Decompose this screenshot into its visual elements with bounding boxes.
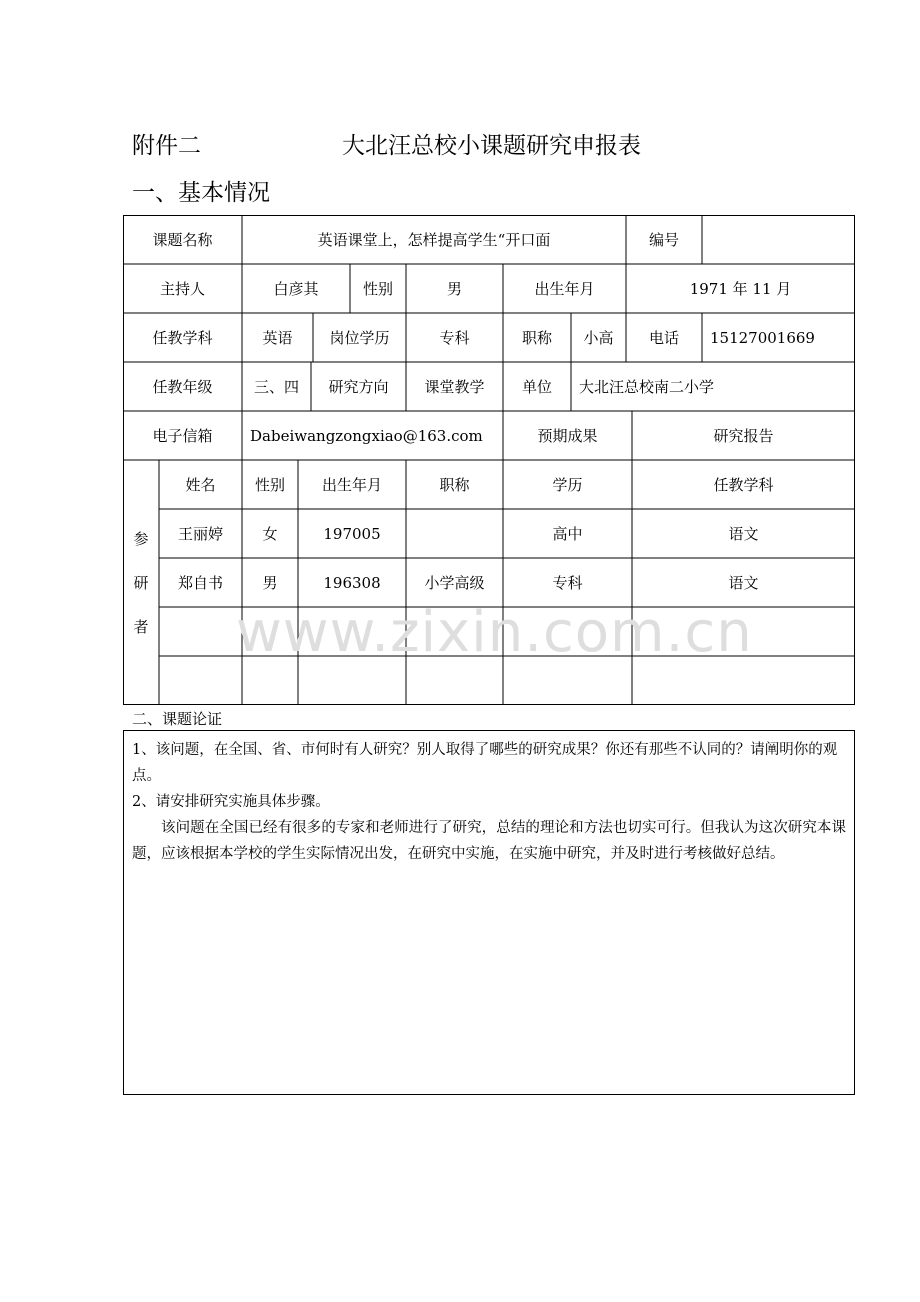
participant-education: 专科 (552, 574, 583, 592)
participant-gender: 男 (262, 574, 278, 592)
participants-label-char: 研 (133, 573, 149, 592)
education-value: 专科 (439, 329, 470, 347)
argument-question-2: 2、请安排研究实施具体步骤。 (132, 794, 330, 810)
topic-label: 课题名称 (152, 231, 213, 249)
phone-label: 电话 (648, 329, 679, 347)
participant-title: 小学高级 (424, 574, 485, 592)
number-value (702, 215, 855, 264)
participants-label-char: 者 (133, 617, 149, 636)
host-birth-value: 1971 年 11 月 (689, 280, 792, 298)
expected-result-label: 预期成果 (537, 427, 598, 445)
attachment-label: 附件二 (132, 133, 201, 159)
host-gender-value: 男 (446, 280, 462, 298)
col-header-subject: 任教学科 (713, 476, 774, 494)
col-header-title: 职称 (439, 476, 470, 494)
subject-value: 英语 (262, 329, 293, 347)
grade-label: 任教年级 (152, 378, 213, 396)
participant-subject: 语文 (728, 574, 759, 592)
participant-name: 郑自书 (177, 574, 223, 592)
education-label: 岗位学历 (329, 329, 390, 347)
host-value: 白彦其 (273, 280, 319, 298)
grade-value: 三、四 (253, 378, 299, 396)
participant-birth: 196308 (323, 573, 381, 592)
participants-label-char: 参 (133, 529, 149, 548)
col-header-education: 学历 (552, 476, 583, 494)
subject-label: 任教学科 (152, 329, 213, 347)
host-label: 主持人 (159, 280, 205, 298)
participant-birth: 197005 (323, 524, 381, 543)
participant-education: 高中 (552, 525, 583, 543)
participant-subject: 语文 (728, 525, 759, 543)
participant-gender: 女 (262, 525, 278, 543)
job-title-label: 职称 (521, 329, 552, 347)
participant-name: 王丽婷 (177, 525, 223, 543)
expected-result-value: 研究报告 (713, 427, 774, 445)
job-title-value: 小高 (583, 329, 614, 347)
email-value: Dabeiwangzongxiao@163.com (250, 426, 483, 445)
number-label: 编号 (648, 231, 679, 249)
topic-value: 英语课堂上，怎样提高学生“开口面 (317, 231, 551, 249)
section-argument-heading: 二、课题论证 (132, 710, 223, 728)
argument-answer: 该问题在全国已经有很多的专家和老师进行了研究，总结的理论和方法也切实可行。但我认为这次研究本课题，应该根据本学校的学生实际情况出发，在研究中实施，在实施中研究，并及时进行考核做好总结。 (132, 820, 846, 862)
col-header-name: 姓名 (185, 476, 216, 494)
unit-value: 大北汪总校南二小学 (579, 378, 715, 396)
host-gender-label: 性别 (362, 280, 393, 298)
col-header-gender: 性别 (254, 476, 285, 494)
phone-value: 15127001669 (710, 328, 815, 347)
host-birth-label: 出生年月 (534, 280, 595, 298)
argument-box (123, 730, 855, 1095)
direction-label: 研究方向 (328, 378, 389, 396)
section-basic-heading: 一、基本情况 (132, 180, 270, 206)
col-header-birth: 出生年月 (321, 476, 382, 494)
participants-group-label (123, 460, 159, 705)
unit-label: 单位 (521, 378, 552, 396)
participant-title (406, 509, 503, 558)
direction-value: 课堂教学 (424, 378, 485, 396)
watermark: www.zixin.com.cn (236, 600, 753, 665)
argument-question-1: 1、该问题，在全国、省、市何时有人研究？别人取得了哪些的研究成果？你还有那些不认同的？请阐明你的观点。 (132, 742, 838, 784)
email-label: 电子信箱 (152, 427, 213, 445)
form-title: 大北汪总校小课题研究申报表 (342, 133, 641, 159)
